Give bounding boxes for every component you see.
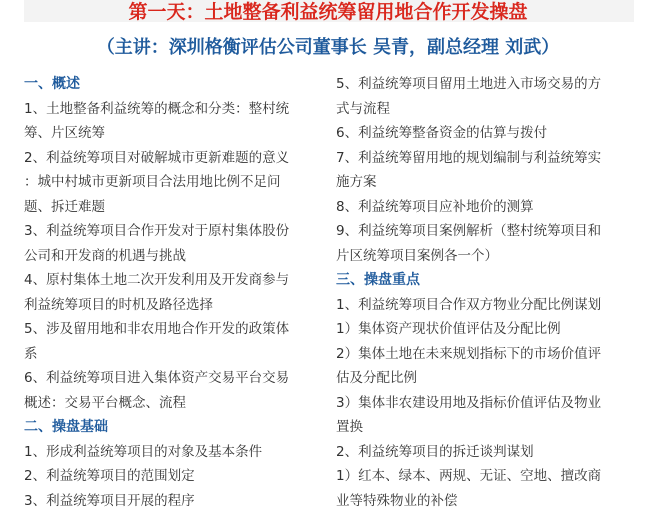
outline-line: 公司和开发商的机遇与挑战 [24, 244, 324, 269]
outline-line: 7、利益统筹留用地的规划编制与利益统筹实 [336, 146, 636, 171]
outline-line: 估及分配比例 [336, 366, 636, 391]
outline-line: 9、利益统筹项目案例解析（整村统筹项目和 [336, 219, 636, 244]
outline-line: 2、利益统筹项目对破解城市更新难题的意义 [24, 146, 324, 171]
outline-line: 1）红本、绿本、两规、无证、空地、擅改商 [336, 464, 636, 489]
outline-line: 施方案 [336, 170, 636, 195]
outline-line: 2）集体土地在未来规划指标下的市场价值评 [336, 342, 636, 367]
outline-line: 5、涉及留用地和非农用地合作开发的政策体 [24, 317, 324, 342]
outline-line: 筹、片区统筹 [24, 121, 324, 146]
outline-line: 1）集体资产现状价值评估及分配比例 [336, 317, 636, 342]
outline-line: 系 [24, 342, 324, 367]
outline-line: 2、利益统筹项目的拆迁谈判谋划 [336, 440, 636, 465]
section-heading: 二、操盘基础 [24, 415, 324, 440]
page-title: 第一天：土地整备利益统筹留用地合作开发操盘 [0, 0, 656, 24]
outline-line: 1、利益统筹项目合作双方物业分配比例谋划 [336, 293, 636, 318]
outline-line: 1、形成利益统筹项目的对象及基本条件 [24, 440, 324, 465]
outline-line: 2、利益统筹项目的范围划定 [24, 464, 324, 489]
outline-line: 8、利益统筹项目应补地价的测算 [336, 195, 636, 220]
section-heading: 一、概述 [24, 72, 324, 97]
outline-line: 3、利益统筹项目合作开发对于原村集体股份 [24, 219, 324, 244]
outline-line: ：城中村城市更新项目合法用地比例不足问 [24, 170, 324, 195]
outline-line: 5、利益统筹项目留用土地进入市场交易的方 [336, 72, 636, 97]
outline-line: 式与流程 [336, 97, 636, 122]
outline-line: 4、原村集体土地二次开发利用及开发商参与 [24, 268, 324, 293]
outline-line: 片区统筹项目案例各一个） [336, 244, 636, 269]
outline-line: 业等特殊物业的补偿 [336, 489, 636, 513]
outline-line: 3、利益统筹项目开展的程序 [24, 489, 324, 513]
section-heading: 三、操盘重点 [336, 268, 636, 293]
page-subtitle: （主讲：深圳格衡评估公司董事长 吴青，副总经理 刘武） [0, 33, 656, 59]
outline-line: 置换 [336, 415, 636, 440]
outline-line: 利益统筹项目的时机及路径选择 [24, 293, 324, 318]
outline-line: 题、拆迁难题 [24, 195, 324, 220]
outline-line: 6、利益统筹整备资金的估算与拨付 [336, 121, 636, 146]
outline-line: 6、利益统筹项目进入集体资产交易平台交易 [24, 366, 324, 391]
right-column [336, 72, 636, 513]
outline-line: 1、土地整备利益统筹的概念和分类：整村统 [24, 97, 324, 122]
left-column [24, 72, 324, 513]
outline-line: 概述：交易平台概念、流程 [24, 391, 324, 416]
outline-line: 3）集体非农建设用地及指标价值评估及物业 [336, 391, 636, 416]
